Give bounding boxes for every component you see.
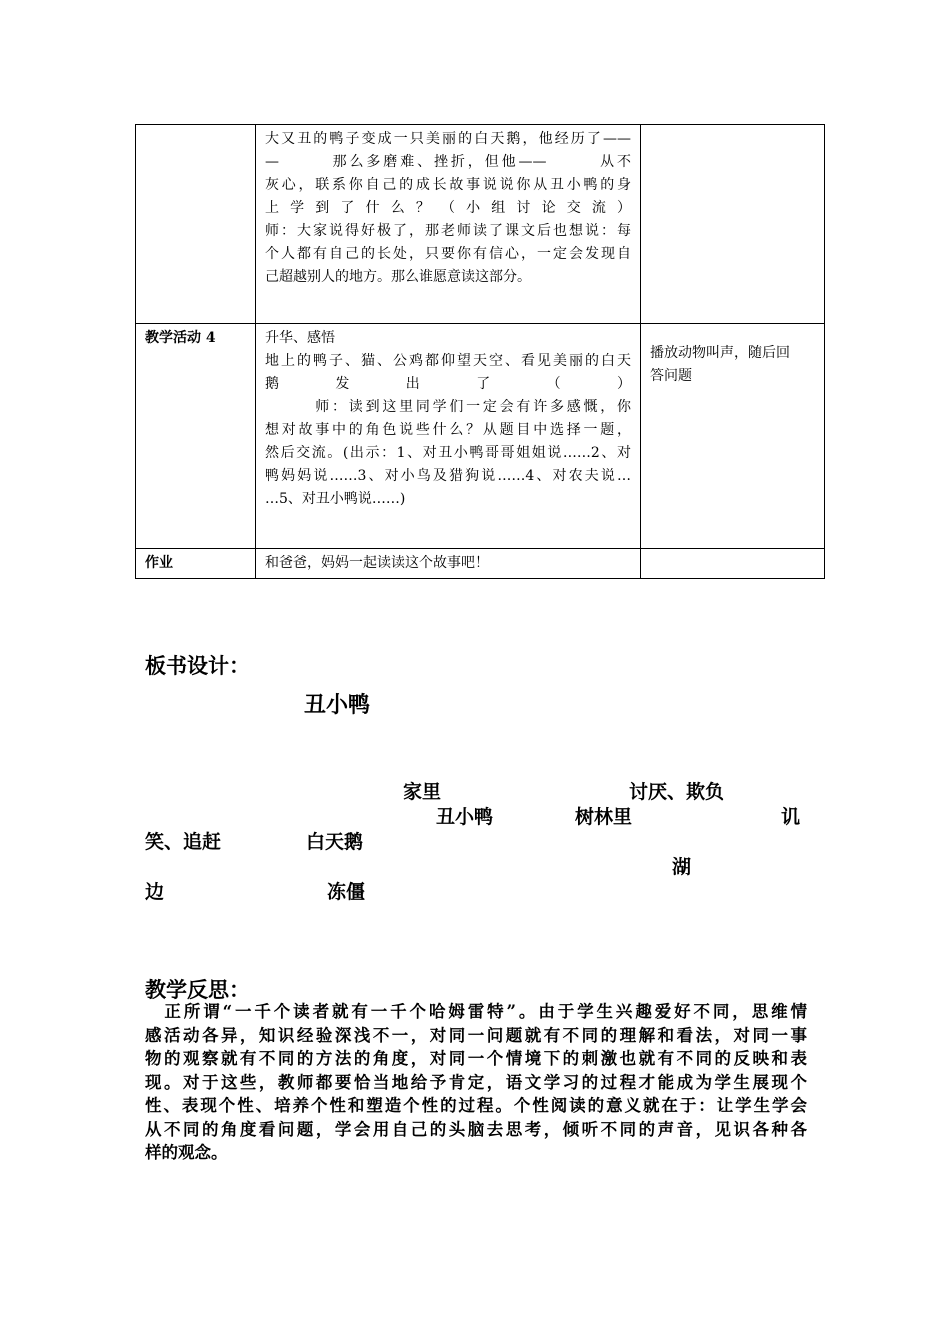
content-line: 升华、感悟 (265, 330, 335, 346)
board-word-lake: 湖 (672, 856, 692, 878)
lesson-plan-table (135, 124, 825, 579)
content-line: — 那么多磨难、挫折，但他—— 从不 (265, 154, 631, 170)
content-line: 大又丑的鸭子变成一只美丽的白天鹅，他经历了—— (265, 131, 631, 147)
reflection-line: 感活动各异，知识经验深浅不一，对同一问题就有不同的理解和看法，对同一事 (145, 1025, 807, 1045)
row-note (641, 125, 825, 324)
content-line: 地上的鸭子、猫、公鸡都仰望天空、看见美丽的白天 (265, 353, 631, 369)
row-label (136, 125, 256, 324)
board-word-frozen: 冻僵 (327, 881, 366, 903)
table-row (136, 125, 825, 324)
reflection-heading: 教学反思： (145, 977, 250, 1002)
content-line: 上学到了什么？（小组讨论交流） (265, 200, 631, 216)
note-line: 答问题 (650, 368, 692, 384)
reflection-line: 从不同的角度看问题，学会用自己的头脑去思考，倾听不同的声音，见识各种各 (145, 1119, 807, 1139)
content-line: 个人都有自己的长处，只要你有信心，一定会发现自 (265, 246, 631, 262)
content-line: 鸭妈妈说……3、对小鸟及猎狗说……4、对农夫说… (265, 468, 631, 484)
row-label: 教学活动 4 (136, 324, 256, 549)
reflection-line: 正所谓“一千个读者就有一千个哈姆雷特”。由于学生兴趣爱好不同，思维情 (145, 1002, 807, 1021)
activity-content (256, 125, 641, 324)
content-line: 然后交流。(出示：1、对丑小鸭哥哥姐姐说……2、对 (265, 445, 631, 461)
board-word-dislike: 讨厌、欺负 (629, 781, 725, 803)
board-word-lake-cont: 边 (145, 881, 165, 903)
content-line: 师：大家说得好极了，那老师读了课文后也想说：每 (265, 223, 631, 239)
table-row (136, 549, 825, 579)
board-word-ridicule-cont: 笑、追赶 (145, 831, 222, 853)
row-note (641, 324, 825, 549)
row-label: 作业 (136, 549, 256, 579)
reflection-line: 样的观念。 (145, 1143, 228, 1162)
reflection-body (145, 1000, 807, 1165)
reflection-line: 物的观察就有不同的方法的角度，对同一个情境下的刺激也就有不同的反映和表 (145, 1049, 807, 1068)
activity-content (256, 324, 641, 549)
board-word-woods: 树林里 (575, 806, 633, 828)
board-word-swan: 白天鹅 (306, 831, 364, 853)
board-design-heading: 板书设计： (145, 653, 250, 678)
reflection-line: 现。对于这些，教师都要恰当地给予肯定，语文学习的过程才能成为学生展现个 (145, 1072, 807, 1092)
board-word-ridicule: 讥 (781, 806, 801, 828)
content-line: 鹅发出了（） (265, 376, 631, 392)
note-line: 播放动物叫声，随后回 (650, 345, 790, 361)
board-word-home: 家里 (403, 781, 442, 803)
board-word-duckling: 丑小鸭 (436, 806, 494, 828)
reflection-line: 性、表现个性、培养个性和塑造个性的过程。个性阅读的意义就在于：让学生学会 (145, 1096, 807, 1115)
board-subject-title: 丑小鸭 (304, 692, 371, 718)
table-row (136, 324, 825, 549)
content-line: 师：读到这里同学们一定会有许多感慨，你 (265, 399, 631, 415)
content-line: 想对故事中的角色说些什么？从题目中选择一题， (265, 422, 631, 438)
homework-text: 和爸爸，妈妈一起读读这个故事吧！ (256, 549, 641, 579)
content-line: 灰心，联系你自己的成长故事说说你从丑小鸭的身 (265, 177, 631, 193)
content-line: …5、对丑小鸭说……) (265, 491, 406, 507)
row-note (641, 549, 825, 579)
content-line: 己超越别人的地方。那么谁愿意读这部分。 (265, 269, 531, 285)
